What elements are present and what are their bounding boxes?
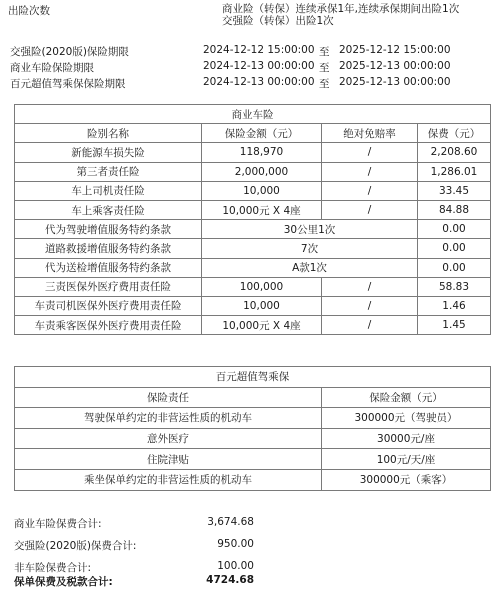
deductible-rate: / bbox=[322, 200, 418, 219]
period-row bbox=[10, 76, 490, 90]
table-row bbox=[15, 162, 491, 181]
liability-amount: 30000元/座 bbox=[322, 428, 491, 449]
premium-value: 0.00 bbox=[418, 239, 491, 258]
extra-table-title: 百元超值驾乘保 bbox=[15, 367, 491, 388]
coverage-name: 代为驾驶增值服务特约条款 bbox=[15, 220, 202, 239]
column-header: 险别名称 bbox=[15, 124, 202, 143]
service-detail: 7次 bbox=[202, 239, 418, 258]
period-name: 百元超值驾乘保保险期限 bbox=[10, 78, 126, 90]
claims-info bbox=[222, 3, 459, 27]
table-row bbox=[15, 296, 491, 315]
coverage-amount: 100,000 bbox=[202, 277, 322, 296]
summary-row bbox=[14, 516, 254, 530]
summary-value: 100.00 bbox=[217, 560, 254, 572]
coverage-name: 车上司机责任险 bbox=[15, 181, 202, 200]
claims-count-label: 出险次数 bbox=[8, 5, 50, 17]
summary-value: 950.00 bbox=[217, 538, 254, 550]
period-end: 2025-12-12 15:00:00 bbox=[339, 44, 451, 56]
premium-value: 1.46 bbox=[418, 296, 491, 315]
coverage-name: 车责司机医保外医疗费用责任险 bbox=[15, 296, 202, 315]
claims-info-compulsory: 交强险（转保）出险1次 bbox=[222, 15, 334, 27]
table-row bbox=[15, 449, 491, 470]
deductible-rate: / bbox=[322, 143, 418, 162]
coverage-name: 新能源车损失险 bbox=[15, 143, 202, 162]
deductible-rate: / bbox=[322, 181, 418, 200]
period-row bbox=[10, 44, 490, 58]
liability-amount: 100元/天/座 bbox=[322, 449, 491, 470]
period-row bbox=[10, 60, 490, 74]
column-header: 绝对免赔率 bbox=[322, 124, 418, 143]
table-row bbox=[15, 428, 491, 449]
liability-name: 驾驶保单约定的非营运性质的机动车 bbox=[15, 408, 322, 429]
commercial-table-title: 商业车险 bbox=[15, 105, 491, 124]
coverage-amount: 118,970 bbox=[202, 143, 322, 162]
table-row bbox=[15, 408, 491, 429]
premium-value: 1,286.01 bbox=[418, 162, 491, 181]
period-start: 2024-12-12 15:00:00 bbox=[203, 44, 315, 56]
table-row bbox=[15, 143, 491, 162]
coverage-name: 道路救援增值服务特约条款 bbox=[15, 239, 202, 258]
coverage-amount: 10,000元 X 4座 bbox=[202, 200, 322, 219]
deductible-rate: / bbox=[322, 162, 418, 181]
premium-value: 2,208.60 bbox=[418, 143, 491, 162]
driver-passenger-insurance-table bbox=[14, 366, 491, 491]
liability-amount: 300000元（乘客） bbox=[322, 469, 491, 490]
table-row bbox=[15, 277, 491, 296]
summary-total-label: 保单保费及税款合计: bbox=[14, 576, 113, 588]
commercial-insurance-table bbox=[14, 104, 491, 335]
coverage-amount: 10,000元 X 4座 bbox=[202, 316, 322, 335]
liability-name: 乘坐保单约定的非营运性质的机动车 bbox=[15, 469, 322, 490]
service-detail: 30公里1次 bbox=[202, 220, 418, 239]
premium-value: 84.88 bbox=[418, 200, 491, 219]
period-name: 交强险(2020版)保险期限 bbox=[10, 46, 129, 58]
table-row bbox=[15, 200, 491, 219]
column-header: 保费（元） bbox=[418, 124, 491, 143]
table-row bbox=[15, 469, 491, 490]
liability-amount: 300000元（驾驶员） bbox=[322, 408, 491, 429]
period-to: 至 bbox=[319, 46, 330, 58]
period-name: 商业车险保险期限 bbox=[10, 62, 94, 74]
premium-value: 58.83 bbox=[418, 277, 491, 296]
deductible-rate: / bbox=[322, 277, 418, 296]
table-row bbox=[15, 220, 491, 239]
period-start: 2024-12-13 00:00:00 bbox=[203, 76, 315, 88]
summary-label: 非车险保费合计: bbox=[14, 562, 92, 574]
coverage-amount: 10,000 bbox=[202, 181, 322, 200]
claims-info-commercial: 商业险（转保）连续承保1年,连续承保期间出险1次 bbox=[222, 3, 460, 15]
table-row bbox=[15, 316, 491, 335]
service-detail: A款1次 bbox=[202, 258, 418, 277]
coverage-name: 三责医保外医疗费用责任险 bbox=[15, 277, 202, 296]
deductible-rate: / bbox=[322, 316, 418, 335]
summary-label: 商业车险保费合计: bbox=[14, 518, 102, 530]
deductible-rate: / bbox=[322, 296, 418, 315]
premium-value: 1.45 bbox=[418, 316, 491, 335]
coverage-name: 车责乘客医保外医疗费用责任险 bbox=[15, 316, 202, 335]
premium-value: 33.45 bbox=[418, 181, 491, 200]
liability-name: 住院津贴 bbox=[15, 449, 322, 470]
coverage-amount: 2,000,000 bbox=[202, 162, 322, 181]
coverage-name: 车上乘客责任险 bbox=[15, 200, 202, 219]
summary-value: 3,674.68 bbox=[207, 516, 254, 528]
period-to: 至 bbox=[319, 78, 330, 90]
table-title-row bbox=[15, 105, 491, 124]
period-start: 2024-12-13 00:00:00 bbox=[203, 60, 315, 72]
period-end: 2025-12-13 00:00:00 bbox=[339, 76, 451, 88]
table-row bbox=[15, 239, 491, 258]
table-row bbox=[15, 181, 491, 200]
column-header: 保险责任 bbox=[15, 387, 322, 408]
period-to: 至 bbox=[319, 62, 330, 74]
table-header-row bbox=[15, 387, 491, 408]
table-row bbox=[15, 258, 491, 277]
column-header: 保险金额（元） bbox=[202, 124, 322, 143]
table-title-row bbox=[15, 367, 491, 388]
column-header: 保险金额（元） bbox=[322, 387, 491, 408]
liability-name: 意外医疗 bbox=[15, 428, 322, 449]
summary-total-row bbox=[14, 574, 254, 588]
summary-row bbox=[14, 560, 254, 574]
coverage-name: 第三者责任险 bbox=[15, 162, 202, 181]
coverage-name: 代为送检增值服务特约条款 bbox=[15, 258, 202, 277]
premium-value: 0.00 bbox=[418, 220, 491, 239]
table-header-row bbox=[15, 124, 491, 143]
summary-total-value: 4724.68 bbox=[206, 574, 254, 586]
coverage-amount: 10,000 bbox=[202, 296, 322, 315]
summary-row bbox=[14, 538, 254, 552]
summary-label: 交强险(2020版)保费合计: bbox=[14, 540, 137, 552]
period-end: 2025-12-13 00:00:00 bbox=[339, 60, 451, 72]
premium-value: 0.00 bbox=[418, 258, 491, 277]
